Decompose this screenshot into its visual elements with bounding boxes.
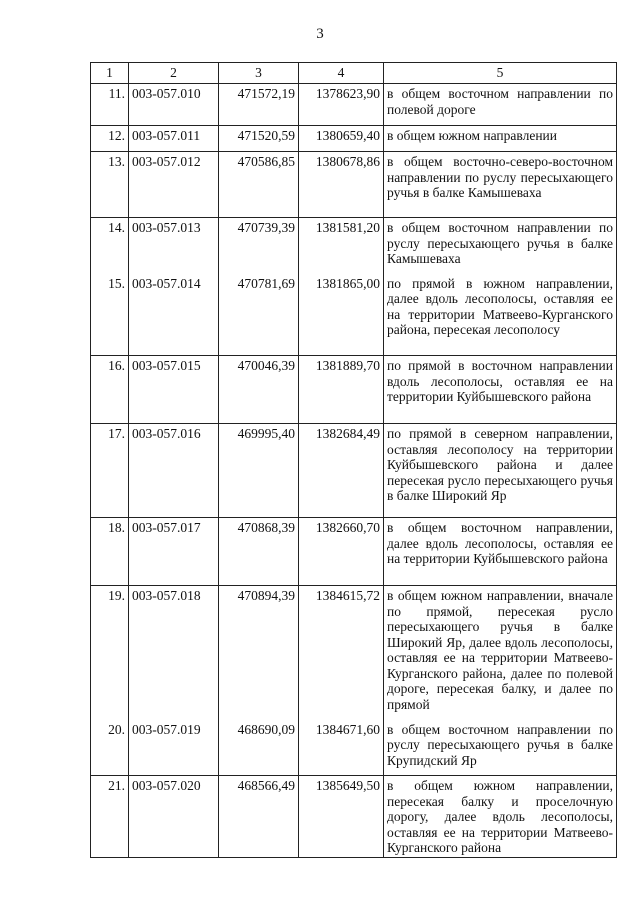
- point-code: 003-057.020: [129, 776, 219, 858]
- coordinate-y: 1378623,90: [299, 84, 384, 126]
- boundary-description: в общем южном направлении, вначале по прямой, пересекая русло пересыхающего ручья в балке Широкий Яр, далее вдоль лесополосы, оставляя ее на территории Матвеево-Курганского района, далее по полевой дороге, пересекая балку, и далее по прямой: [384, 586, 617, 720]
- coordinate-x: 470046,39: [219, 356, 299, 424]
- table-row: [91, 356, 617, 424]
- point-code: 003-057.018: [129, 586, 219, 720]
- row-number: 12.: [91, 126, 129, 152]
- coordinate-x: 470586,85: [219, 152, 299, 218]
- column-header: 1: [91, 63, 129, 84]
- point-code: 003-057.016: [129, 424, 219, 518]
- row-number: 21.: [91, 776, 129, 858]
- coordinate-x: 470894,39: [219, 586, 299, 720]
- row-number: 11.: [91, 84, 129, 126]
- page-number: 3: [316, 26, 324, 42]
- coordinate-y: 1384615,72: [299, 586, 384, 720]
- boundary-description: в общем восточном направлении по руслу пересыхающего ручья в балке Крупидский Яр: [384, 720, 617, 776]
- coordinate-x: 471572,19: [219, 84, 299, 126]
- coordinate-x: 468566,49: [219, 776, 299, 858]
- row-number: 19.: [91, 586, 129, 720]
- column-header: 3: [219, 63, 299, 84]
- table-row: [91, 518, 617, 586]
- table-row: [91, 218, 617, 274]
- coordinate-y: 1380659,40: [299, 126, 384, 152]
- coordinate-y: 1384671,60: [299, 720, 384, 776]
- point-code: 003-057.014: [129, 274, 219, 356]
- boundary-description: по прямой в восточном направлении вдоль лесополосы, оставляя ее на территории Куйбышевского района: [384, 356, 617, 424]
- boundary-description: по прямой в южном направлении, далее вдоль лесополосы, оставляя ее на территории Матвеево-Курганского района, пересекая лесополосу: [384, 274, 617, 356]
- point-code: 003-057.019: [129, 720, 219, 776]
- column-header: 2: [129, 63, 219, 84]
- boundary-description: в общем восточном направлении по руслу пересыхающего ручья в балке Камышеваха: [384, 218, 617, 274]
- coordinate-x: 470868,39: [219, 518, 299, 586]
- boundary-description: по прямой в северном направлении, оставляя лесополосу на территории Куйбышевского района и далее пересекая русло пересыхающего ручья в балке Широкий Яр: [384, 424, 617, 518]
- row-number: 15.: [91, 274, 129, 356]
- table-row: [91, 424, 617, 518]
- coordinate-y: 1382660,70: [299, 518, 384, 586]
- point-code: 003-057.017: [129, 518, 219, 586]
- point-code: 003-057.012: [129, 152, 219, 218]
- coordinate-x: 469995,40: [219, 424, 299, 518]
- coordinate-y: 1381889,70: [299, 356, 384, 424]
- row-number: 16.: [91, 356, 129, 424]
- boundary-description: в общем южном направлении: [384, 126, 617, 152]
- row-number: 13.: [91, 152, 129, 218]
- coordinate-y: 1380678,86: [299, 152, 384, 218]
- boundary-points-table: [90, 62, 617, 858]
- row-number: 18.: [91, 518, 129, 586]
- table-row: [91, 586, 617, 720]
- point-code: 003-057.010: [129, 84, 219, 126]
- boundary-description: в общем южном направлении, пересекая балку и проселочную дорогу, далее вдоль лесополосы, оставляя ее на территории Матвеево-Курганского района: [384, 776, 617, 858]
- coordinate-x: 470739,39: [219, 218, 299, 274]
- coordinate-x: 471520,59: [219, 126, 299, 152]
- point-code: 003-057.015: [129, 356, 219, 424]
- coordinate-y: 1381865,00: [299, 274, 384, 356]
- table-row: [91, 126, 617, 152]
- coordinate-y: 1381581,20: [299, 218, 384, 274]
- boundary-description: в общем восточно-северо-восточном направлении по руслу пересыхающего ручья в балке Камышеваха: [384, 152, 617, 218]
- table-header-row: [91, 63, 617, 84]
- table-row: [91, 720, 617, 776]
- boundary-description: в общем восточном направлении по полевой дороге: [384, 84, 617, 126]
- table-row: [91, 776, 617, 858]
- row-number: 17.: [91, 424, 129, 518]
- point-code: 003-057.013: [129, 218, 219, 274]
- table-row: [91, 152, 617, 218]
- table-row: [91, 274, 617, 356]
- coordinate-y: 1382684,49: [299, 424, 384, 518]
- coordinate-y: 1385649,50: [299, 776, 384, 858]
- boundary-description: в общем восточном направлении, далее вдоль лесополосы, оставляя ее на территории Куйбышевского района: [384, 518, 617, 586]
- column-header: 5: [384, 63, 617, 84]
- column-header: 4: [299, 63, 384, 84]
- row-number: 20.: [91, 720, 129, 776]
- table-row: [91, 84, 617, 126]
- point-code: 003-057.011: [129, 126, 219, 152]
- coordinate-x: 470781,69: [219, 274, 299, 356]
- coordinate-x: 468690,09: [219, 720, 299, 776]
- row-number: 14.: [91, 218, 129, 274]
